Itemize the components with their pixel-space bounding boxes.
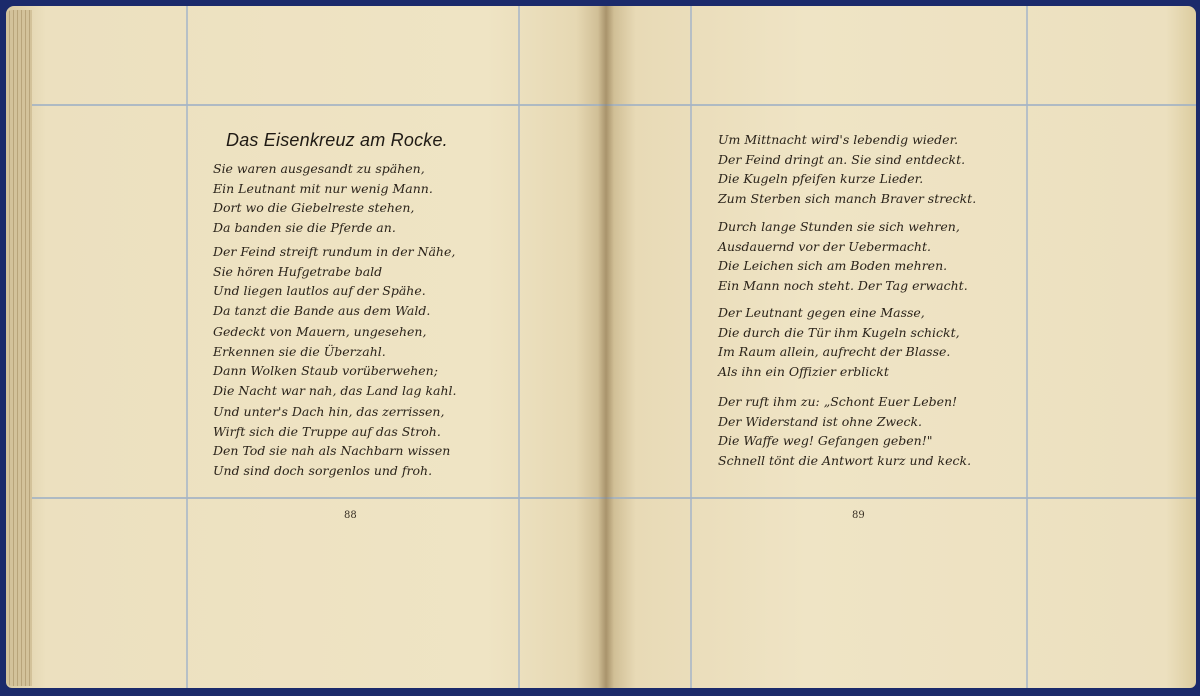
verse-line: Und liegen lautlos auf der Spähe.: [213, 283, 426, 298]
verse-line: Die durch die Tür ihm Kugeln schickt,: [718, 324, 960, 340]
guide-line-right: [1026, 6, 1028, 688]
stanza: [718, 303, 960, 381]
verse-line: Der Feind dringt an. Sie sind entdeckt.: [718, 151, 966, 167]
verse-line: Der Widerstand ist ohne Zweck.: [718, 413, 923, 429]
right-page: [606, 6, 1196, 688]
verse-line: Da banden sie die Pferde an.: [213, 219, 396, 235]
stanza: [718, 217, 968, 295]
guide-line-left: [186, 6, 188, 688]
verse-line: Ein Leutnant mit nur wenig Mann.: [213, 180, 433, 196]
book-spine: [598, 6, 614, 688]
verse-line: Wirft sich die Truppe auf das Stroh.: [213, 423, 441, 439]
poem-title: Das Eisenkreuz am Rocke.: [226, 130, 448, 150]
guide-line-top: [606, 104, 1196, 106]
verse-line: Und unter's Dach hin, das zerrissen,: [213, 404, 445, 419]
verse-line: Die Kugeln pfeifen kurze Lieder.: [718, 171, 924, 186]
verse-line: Und sind doch sorgenlos und froh.: [213, 462, 433, 478]
verse-line: Da tanzt die Bande aus dem Wald.: [213, 302, 431, 318]
verse-line: Der Leutnant gegen eine Masse,: [718, 305, 925, 320]
verse-line: Erkennen sie die Überzahl.: [213, 343, 386, 359]
verse-line: Sie waren ausgesandt zu spähen,: [213, 161, 425, 176]
stanza: [213, 159, 433, 237]
verse-line: Die Nacht war nah, das Land lag kahl.: [213, 382, 457, 398]
verse-line: Der Feind streift rundum in der Nähe,: [213, 244, 456, 259]
verse-line: Dort wo die Giebelreste stehen,: [213, 200, 415, 215]
stanza: [718, 392, 971, 470]
stanza: [213, 322, 457, 400]
verse-line: Sie hören Hufgetrabe bald: [213, 263, 383, 279]
verse-line: Schnell tönt die Antwort kurz und keck.: [718, 452, 972, 468]
open-book: [6, 6, 1196, 688]
guide-line-left: [690, 6, 692, 688]
verse-line: Als ihn ein Offizier erblickt: [718, 363, 889, 379]
stanza: [213, 402, 450, 480]
left-page: [6, 6, 606, 688]
verse-line: Ein Mann noch steht. Der Tag erwacht.: [718, 277, 968, 293]
verse-line: Im Raum allein, aufrecht der Blasse.: [718, 344, 951, 359]
verse-line: Die Waffe weg! Gefangen geben!": [718, 433, 933, 448]
guide-line-bottom: [606, 497, 1196, 499]
verse-line: Durch lange Stunden sie sich wehren,: [718, 219, 960, 234]
verse-line: Um Mittnacht wird's lebendig wieder.: [718, 132, 959, 147]
page-number: 89: [852, 510, 865, 521]
verse-line: Den Tod sie nah als Nachbarn wissen: [213, 443, 451, 458]
stanza: [718, 130, 976, 208]
verse-line: Gedeckt von Mauern, ungesehen,: [213, 324, 427, 339]
verse-line: Der ruft ihm zu: „Schont Euer Leben!: [718, 394, 958, 409]
verse-line: Ausdauernd vor der Uebermacht.: [718, 238, 931, 254]
page-edges: [6, 10, 32, 686]
verse-line: Dann Wolken Staub vorüberwehen;: [213, 363, 438, 378]
stanza: [213, 242, 455, 320]
verse-line: Die Leichen sich am Boden mehren.: [718, 258, 948, 273]
page-number: 88: [344, 510, 357, 521]
verse-line: Zum Sterben sich manch Braver streckt.: [718, 190, 977, 206]
guide-line-right: [518, 6, 520, 688]
